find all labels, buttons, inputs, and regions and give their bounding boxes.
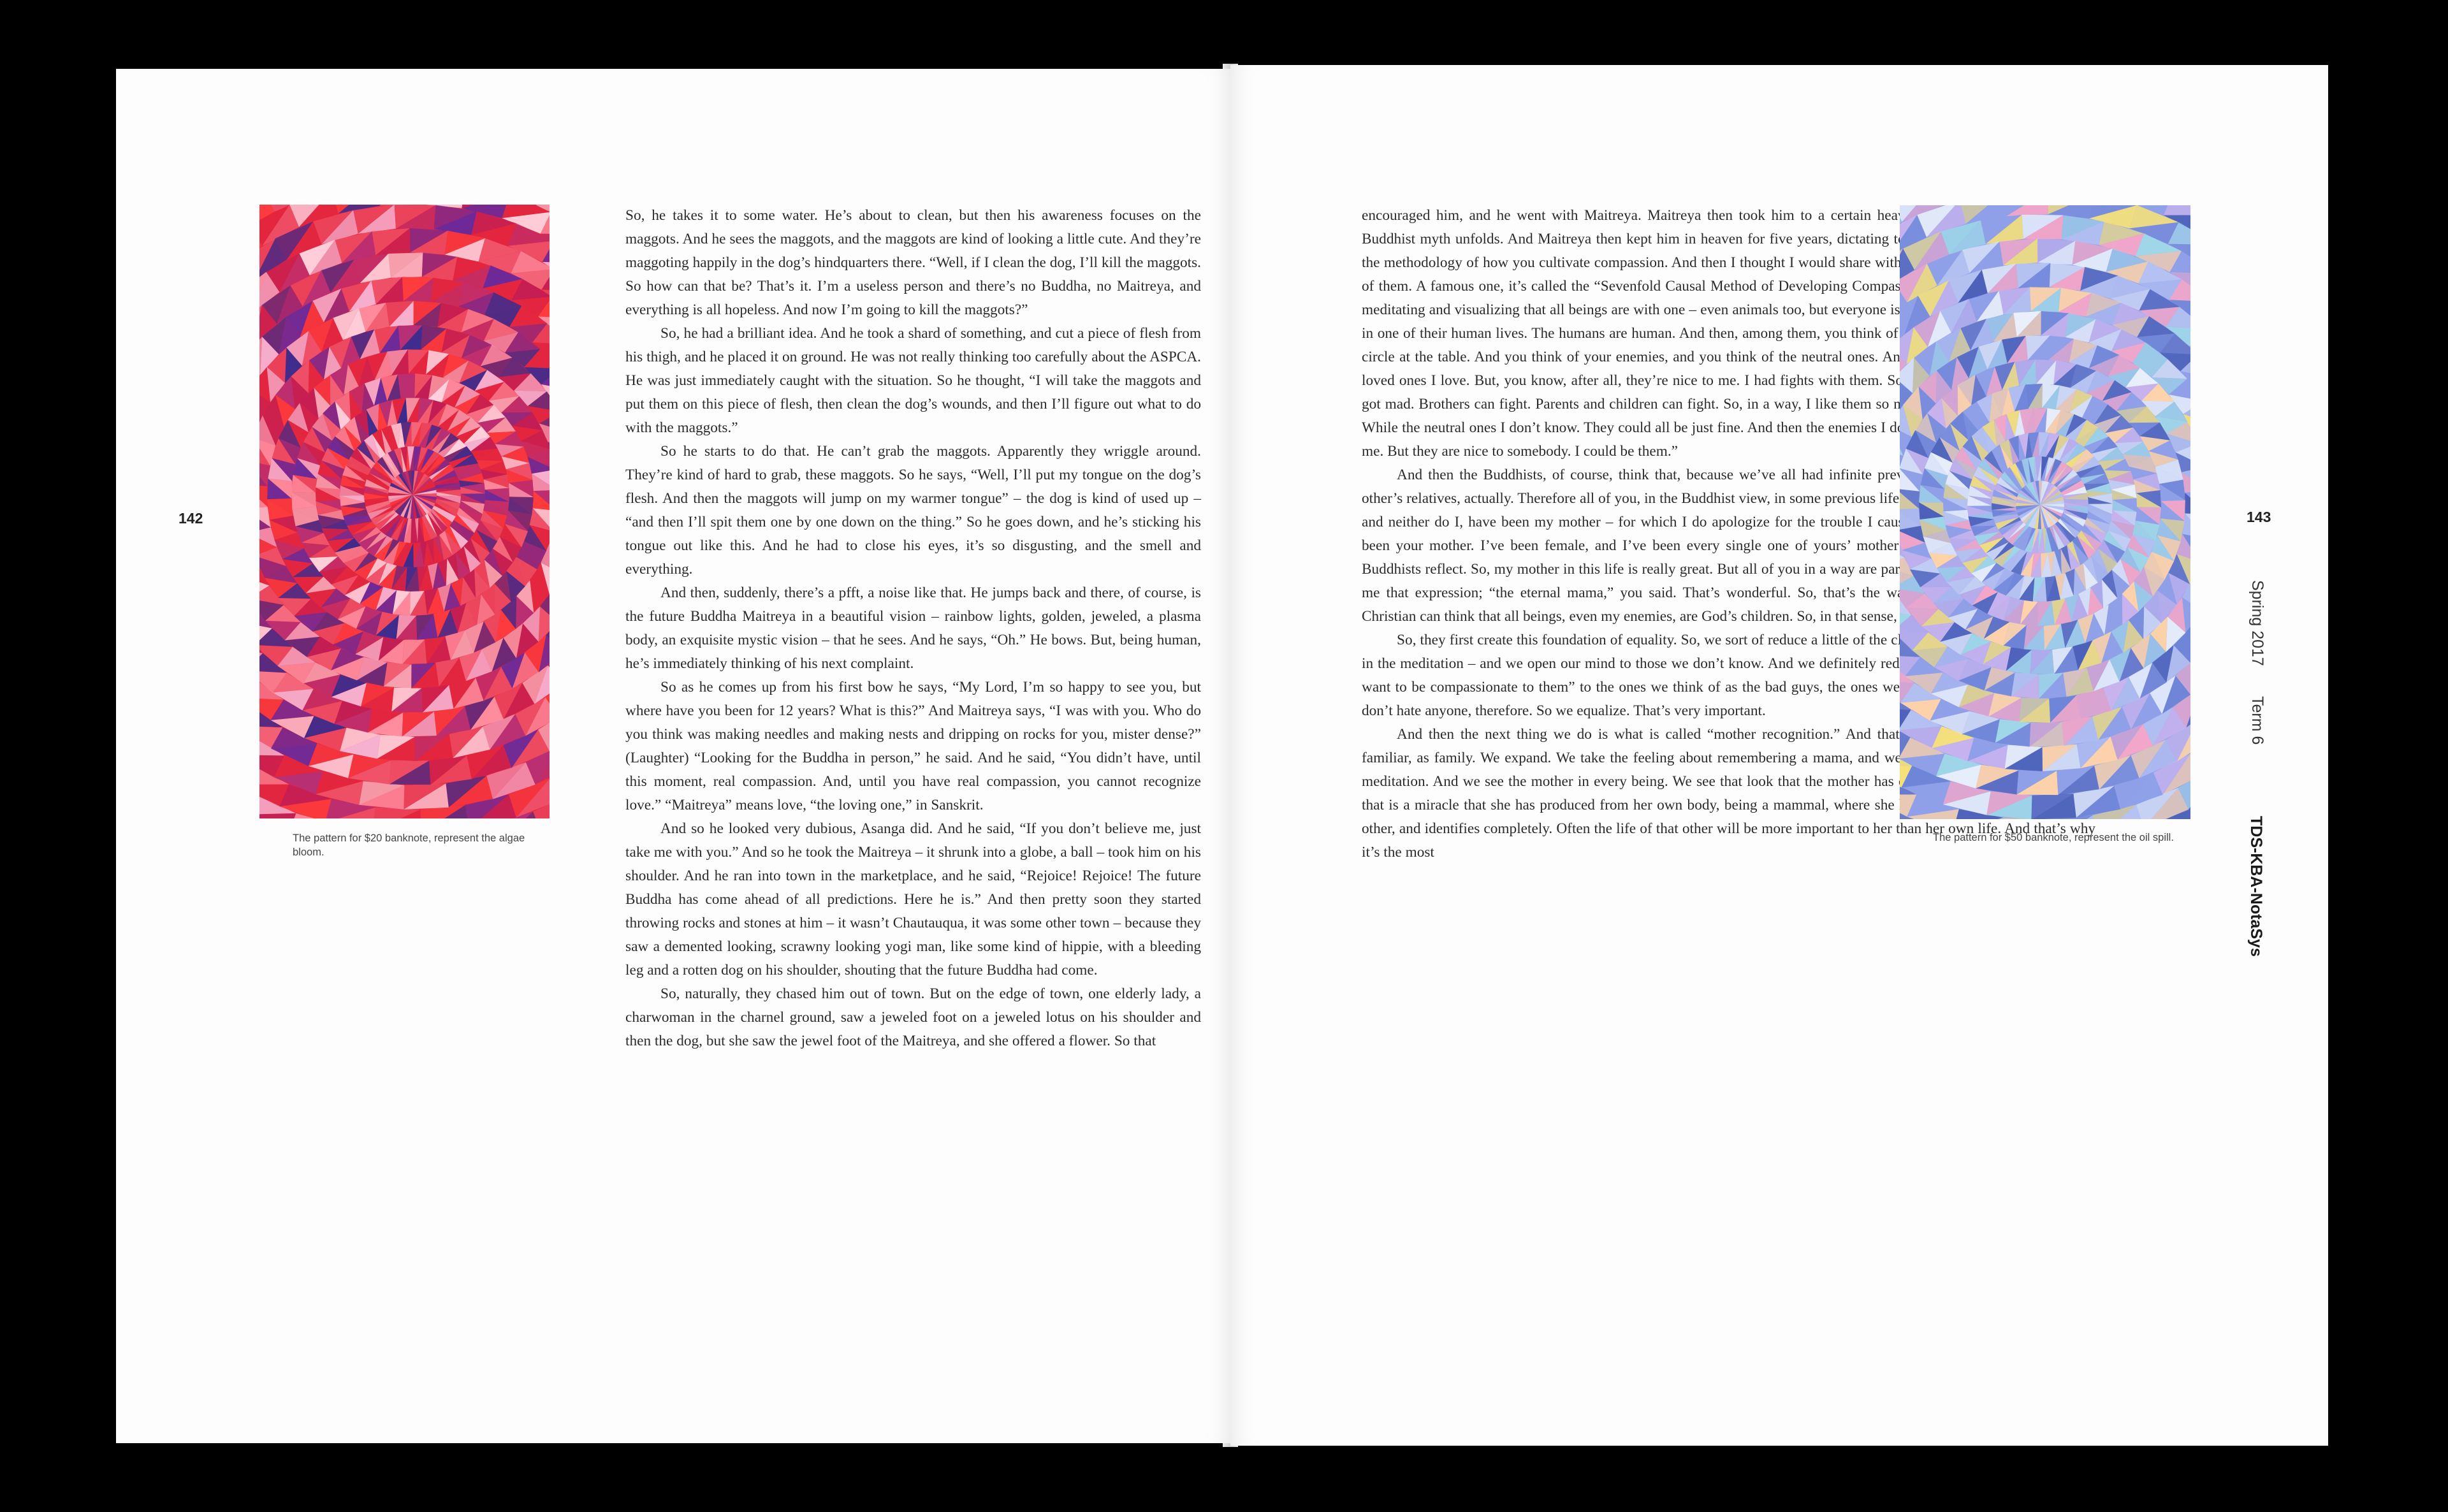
- running-head-title: TDS-KBA-NotaSys: [2247, 816, 2265, 957]
- right-page: [1230, 65, 2328, 1446]
- paragraph: And then, suddenly, there’s a pfft, a noise like that. He jumps back and there, of course, is the future Buddha Maitreya in a beautiful vision – rainbow lights, golden, jeweled, a plasma body, an exquisite mystic vision – that he sees. And he says, “Oh.” He bows. But, being human, he’s immediately thinking of his next complaint.: [625, 585, 1201, 672]
- paragraph: And then the Buddhists, of course, think that, because we’ve all had infinite previous lives, we’ve all been each other’s relatives, actually. Therefore all of you, in the Buddhist view, in some previous life, although you don’t remember it and neither do I, have been my mother – for which I do apologize for the trouble I caused you. And also, actually, I’ve been your mother. I’ve been female, and I’ve been every single one of yours’ mother in a previous life, the way the Buddhists reflect. So, my mother in this life is really great. But all of you in a way are part of the eternal mother. You gave me that expression; “the eternal mama,” you said. That’s wonderful. So, that’s the way the Buddhists do it. A theist Christian can think that all beings, even my enemies, are God’s children. So, in that sense, we’re related.: [1362, 467, 2095, 625]
- pattern-20-banknote-image: [259, 205, 550, 818]
- paragraph: So he starts to do that. He can’t grab the maggots. Apparently they wriggle around. They’re kind of hard to grab, these maggots. So he says, “Well, I’ll put my tongue on the dog’s flesh. And then the maggots will jump on my warmer tongue” – the dog is kind of used up – “and then I’ll spit them one by one down on the thing.” So he goes down, and he’s sticking his tongue out like this. And he had to close his eyes, it’s so disgusting, and the smell and everything.: [625, 443, 1201, 578]
- caption-right: The pattern for $50 banknote, represent the oil spill.: [1933, 832, 2174, 843]
- paragraph: So as he comes up from his first bow he says, “My Lord, I’m so happy to see you, but where have you been for 12 years? What is this?” And Maitreya says, “I was with you. Who do you think was making needles and making nests and dripping on rocks for you, mister dense?” (Laughter) “Looking for the Buddha in person,” he said. And he said, “You didn’t have, until this moment, real compassion. And, until you have real compassion, you cannot recognize love.” “Maitreya” means love, “the loving one,” in Sanskrit.: [625, 679, 1201, 813]
- running-head-term: Term 6: [2248, 696, 2266, 745]
- paragraph: So, naturally, they chased him out of town. But on the edge of town, one elderly lady, a charwoman in the charnel ground, saw a jeweled foot on a jeweled lotus on his shoulder and then the dog, but she saw the jewel foot of the Maitreya, and she offered a flower. So that: [625, 985, 1201, 1049]
- page-number-left: 142: [178, 510, 203, 527]
- body-text-left: [625, 204, 1201, 1053]
- paragraph: encouraged him, and he went with Maitreya. Maitreya then took him to a certain heaven, which is the typical way a Buddhist myth unfolds. And Maitreya then kept him in heaven for five years, dictating to him five complicated tomes of the methodology of how you cultivate compassion. And then I thought I would share with you what that method is, or one of them. A famous one, it’s called the “Sevenfold Causal Method of Developing Compassion.” And it begins first by one meditating and visualizing that all beings are with one – even animals too, but everyone is in human form. The animals are in one of their human lives. The humans are human. And then, among them, you think of your friends and loved ones, the circle at the table. And you think of your enemies, and you think of the neutral ones. And then you try to say, “Well, the loved ones I love. But, you know, after all, they’re nice to me. I had fights with them. Sometimes they were unfriendly. I got mad. Brothers can fight. Parents and children can fight. So, in a way, I like them so much because they’re nice to me. While the neutral ones I don’t know. They could all be just fine. And then the enemies I don’t like because they’re mean to me. But they are nice to somebody. I could be them.”: [1362, 207, 2095, 460]
- paragraph: And then the next thing we do is what is called “mother recognition.” And that is, we think of every being as familiar, as family. We expand. We take the feeling about remembering a mama, and we defuse that to all beings in this meditation. And we see the mother in every being. We see that look that the mother has on her face, looking at this child that is a miracle that she has produced from her own body, being a mammal, where she has true compassion, truly is the other, and identifies completely. Often the life of that other will be more important to her than her own life. And that’s why it’s the most: [1362, 726, 2095, 861]
- pattern-50-banknote-image: [1900, 205, 2190, 819]
- paragraph: And so he looked very dubious, Asanga did. And he said, “If you don’t believe me, just take me with you.” And so he took the Maitreya – it shrunk into a globe, a ball – took him on his shoulder. And he ran into town in the marketplace, and he said, “Rejoice! Rejoice! The future Buddha has come ahead of all predictions. Here he is.” And then pretty soon they started throwing rocks and stones at him – it wasn’t Chautauqua, it was some other town – because they saw a demented looking, scrawny looking yogi man, like some kind of hippie, with a bleeding leg and a rotten dog on his shoulder, shouting that the future Buddha had come.: [625, 820, 1201, 978]
- running-head-season: Spring 2017: [2248, 580, 2266, 666]
- left-page: [116, 69, 1230, 1443]
- page-number-right: 143: [2247, 509, 2271, 525]
- kaleidoscope-red-svg: [259, 205, 550, 818]
- kaleidoscope-blue-svg: [1900, 205, 2190, 819]
- paragraph: So, he had a brilliant idea. And he took a shard of something, and cut a piece of flesh from his thigh, and he placed it on ground. He was not really thinking too carefully about the ASPCA. He was just immediately caught with the situation. So he thought, “I will take the maggots and put them on this piece of flesh, then clean the dog’s wounds, and then I’ll figure out what to do with the maggots.”: [625, 325, 1201, 436]
- paragraph: So, they first create this foundation of equality. So, we sort of reduce a little of the clinging to the ones we love – just in the meditation – and we open our mind to those we don’t know. And we definitely reduce the hostility and the “I don’t want to be compassionate to them” to the ones we think of as the bad guys, the ones we hate and we don’t like. And we don’t hate anyone, therefore. So we equalize. That’s very important.: [1362, 632, 2095, 719]
- caption-left: The pattern for $20 banknote, represent the algae bloom.: [293, 832, 525, 858]
- paragraph: So, he takes it to some water. He’s about to clean, but then his awareness focuses on the maggots. And he sees the maggots, and the maggots are kind of looking a little cute. And they’re maggoting happily in the dog’s hindquarters there. “Well, if I clean the dog, I’ll kill the maggots. So how can that be? That’s it. I’m a useless person and there’s no Buddha, no Maitreya, and everything is all hopeless. And now I’m going to kill the maggots?”: [625, 207, 1201, 318]
